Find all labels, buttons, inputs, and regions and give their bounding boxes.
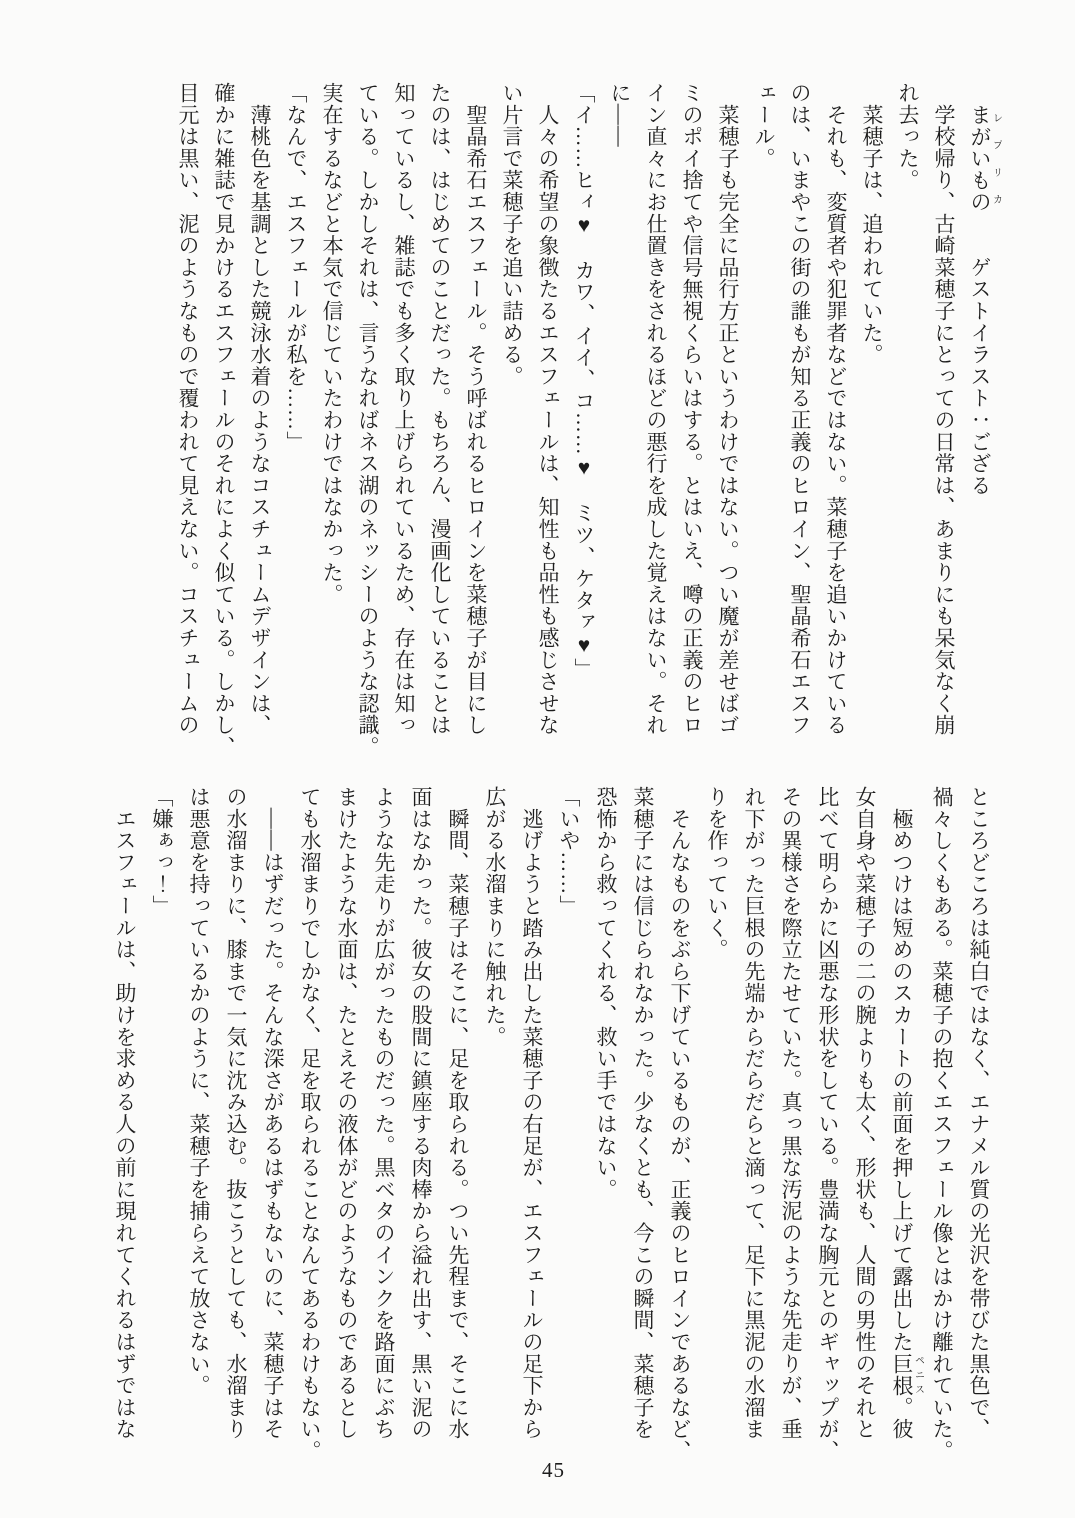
text-column: 知っているし、雑誌でも多く取り上げられているため、存在は知っ bbox=[392, 82, 416, 736]
text-column: 極めつけは短めのスカートの前面を押し上げて露出した巨根ペニス。彼 bbox=[890, 786, 924, 1441]
text-column: 菜穂子も完全に品行方正というわけではない。つい魔が差せばゴ bbox=[716, 82, 740, 736]
story-title: まがいものレプリカ ゲストイラスト：ござる bbox=[968, 103, 1002, 497]
text-column: ――はずだった。そんな深さがあるはずもないのに、菜穂子はそ bbox=[261, 786, 285, 1440]
ruby-annotated-word: 巨根ペニス bbox=[890, 1352, 924, 1397]
text-column: 広がる水溜まりに触れた。 bbox=[483, 786, 507, 1048]
text-column: りを作っていく。 bbox=[705, 786, 729, 961]
text-column: 禍々しくもある。菜穂子の抱くエスフェール像とはかけ離れていた。 bbox=[930, 786, 954, 1462]
text-column: れ去った。 bbox=[896, 82, 920, 191]
text-column: ような先走りが広がったものだった。黒ベタのインクを路面にぶち bbox=[372, 786, 396, 1440]
text-column: れ下がった巨根の先端からだらだらと滴って、足下に黒泥の水溜ま bbox=[742, 786, 766, 1440]
text-column: ミのポイ捨てや信号無視くらいはする。とはいえ、噂の正義のヒロ bbox=[680, 82, 704, 736]
text-column: 菜穂子には信じられなかった。少なくとも、今この瞬間、菜穂子を bbox=[631, 786, 655, 1440]
text-column: は悪意を持っているかのように、菜穂子を捕らえて放さない。 bbox=[187, 786, 211, 1397]
text-column: に―― bbox=[608, 82, 632, 148]
text-column: ても水溜まりでしかなく、足を取られることなんてあるわけもない。 bbox=[298, 786, 322, 1462]
text-column: その異様さを際立たせていた。真っ黒な汚泥のような先走りが、垂 bbox=[779, 786, 803, 1440]
text-column: エスフェールは、助けを求める人の前に現れてくれるはずではな bbox=[113, 786, 137, 1440]
text-column: それも、変質者や犯罪者などではない。菜穂子を追いかけている bbox=[824, 82, 848, 736]
text-column: イン直々にお仕置きをされるほどの悪行を成した覚えはない。それ bbox=[644, 82, 668, 736]
page-number: 45 bbox=[542, 1458, 565, 1482]
text-column: のは、いまやこの街の誰もが知る正義のヒロイン、聖晶希石エスフ bbox=[788, 82, 812, 736]
text-column: ところどころは純白ではなく、エナメル質の光沢を帯びた黒色で、 bbox=[967, 786, 991, 1440]
text-column: 恐怖から救ってくれる、救い手ではない。 bbox=[594, 786, 618, 1201]
text-column: たのは、はじめてのことだった。もちろん、漫画化していることは bbox=[428, 82, 452, 736]
text-column: 実在するなどと本気で信じていたわけではなかった。 bbox=[320, 82, 344, 606]
text-column: 学校帰り、古崎菜穂子にとっての日常は、あまりにも呆気なく崩 bbox=[932, 82, 956, 736]
text-column: 確かに雑誌で見かけるエスフェールのそれによく似ている。しかし、 bbox=[212, 82, 236, 758]
text-column: 「イ……ヒィ♥ カワ、イイ、コ……♥ ミツ、ケタァ♥」 bbox=[572, 82, 596, 680]
main-text-bottom bbox=[106, 786, 997, 1476]
text-column: の水溜まりに、膝まで一気に沈み込む。抜こうとしても、水溜まり bbox=[224, 786, 248, 1440]
text-column: 人々の希望の象徴たるエスフェールは、知性も品性も感じさせな bbox=[536, 82, 560, 736]
text-column: 「嫌ぁっ！」 bbox=[150, 786, 174, 917]
text-column: 逃げようと踏み出した菜穂子の右足が、エスフェールの足下から bbox=[520, 786, 544, 1440]
text-column: ェール。 bbox=[752, 82, 776, 170]
text-column: 目元は黒い、泥のようなもので覆われて見えない。コスチュームの bbox=[176, 82, 200, 736]
text-column: 「なんで、エスフェールが私を……」 bbox=[284, 82, 308, 453]
main-text-top bbox=[170, 82, 1001, 772]
text-column: い片言で菜穂子を追い詰める。 bbox=[500, 82, 524, 388]
text-column: ている。しかしそれは、言うなればネス湖のネッシーのような認識。 bbox=[356, 82, 380, 758]
ruby-annotated-word: まがいものレプリカ bbox=[968, 103, 1002, 213]
text-column: 菜穂子は、追われていた。 bbox=[860, 82, 884, 366]
text-column: 瞬間、菜穂子はそこに、足を取られる。つい先程まで、そこに水 bbox=[446, 786, 470, 1440]
text-column: 女自身や菜穂子の二の腕よりも太く、形状も、人間の男性のそれと bbox=[853, 786, 877, 1440]
text-column: 比べて明らかに凶悪な形状をしている。豊満な胸元とのギャップが、 bbox=[816, 786, 840, 1462]
text-column: 面はなかった。彼女の股間に鎮座する肉棒から溢れ出す、黒い泥の bbox=[409, 786, 433, 1440]
text-column: 「いや……」 bbox=[557, 786, 581, 917]
text-column: そんなものをぶら下げているものが、正義のヒロインであるなど、 bbox=[668, 786, 692, 1462]
text-column: 聖晶希石エスフェール。そう呼ばれるヒロインを菜穂子が目にし bbox=[464, 82, 488, 736]
text-column: 薄桃色を基調とした競泳水着のようなコスチュームデザインは、 bbox=[248, 82, 272, 736]
text-column: まけたような水面は、たとえその液体がどのようなものであるとし bbox=[335, 786, 359, 1440]
